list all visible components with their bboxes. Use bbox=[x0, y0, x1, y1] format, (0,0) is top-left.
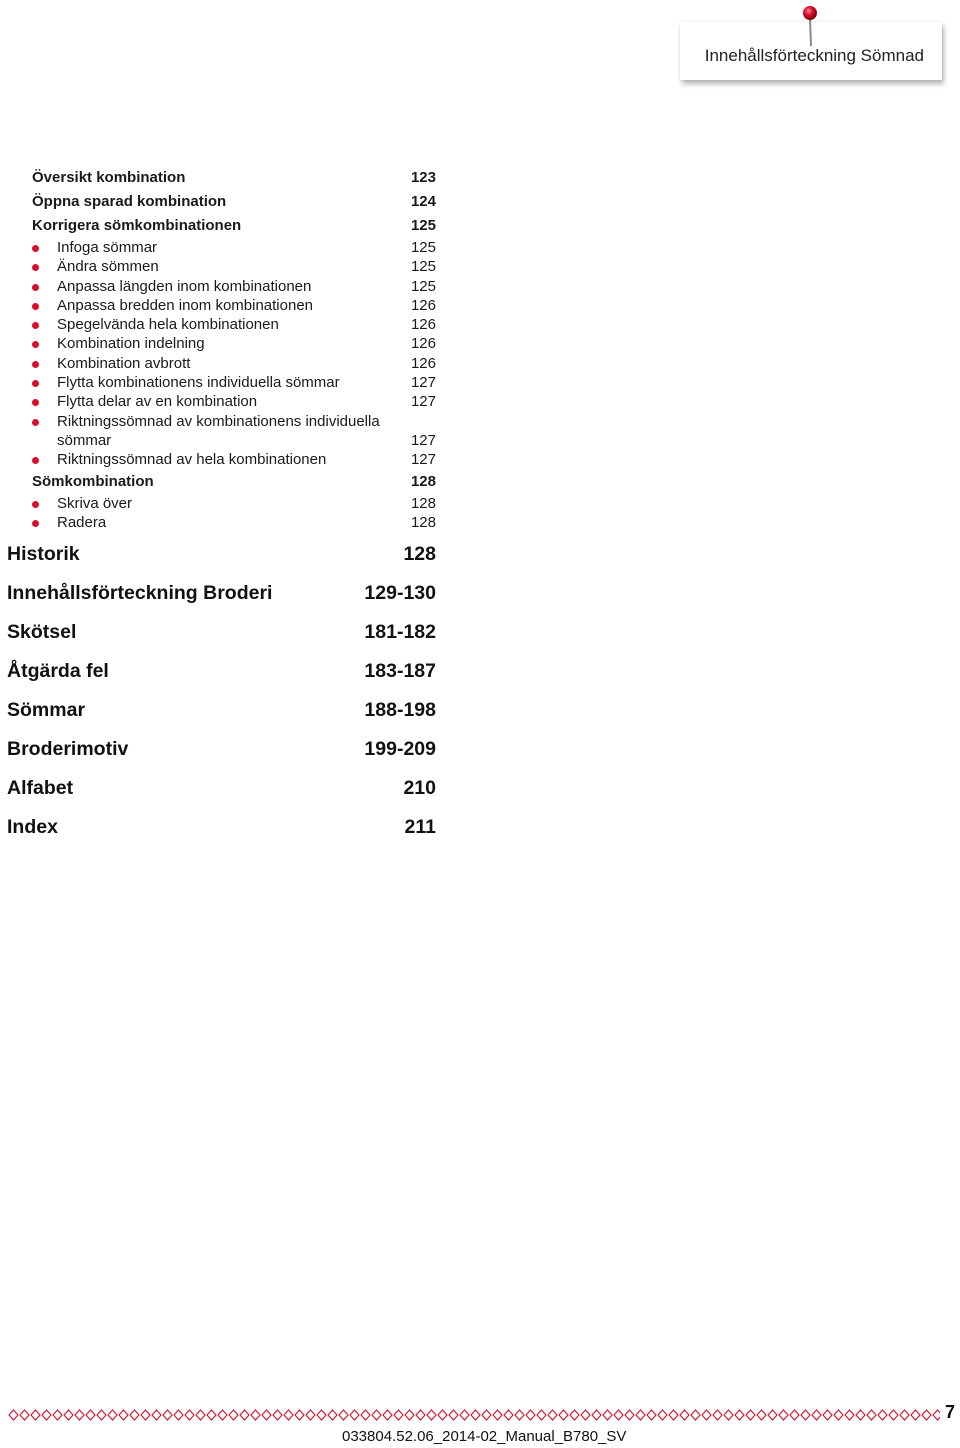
toc-item-continuation[interactable] bbox=[32, 431, 436, 450]
toc-page: 126 bbox=[410, 354, 436, 372]
toc-item[interactable] bbox=[32, 277, 436, 296]
toc-page: 123 bbox=[410, 169, 436, 186]
toc-label: Infoga sömmar bbox=[57, 239, 158, 256]
toc-main-page: 210 bbox=[403, 777, 436, 799]
toc-main-label: Åtgärda fel bbox=[7, 660, 109, 682]
toc-main-label: Innehållsförteckning Broderi bbox=[7, 582, 273, 604]
toc-main-list bbox=[7, 540, 436, 852]
bullet-icon bbox=[32, 380, 39, 387]
footer-diamond-border bbox=[8, 1407, 940, 1423]
bullet-icon bbox=[32, 322, 39, 329]
toc-page: 128 bbox=[410, 494, 436, 512]
bullet-icon bbox=[32, 264, 39, 271]
toc-item[interactable] bbox=[32, 334, 436, 353]
toc-page: 125 bbox=[410, 239, 436, 256]
toc-page: 127 bbox=[410, 431, 436, 449]
toc-main-item[interactable] bbox=[7, 813, 436, 852]
toc-item[interactable] bbox=[32, 238, 436, 257]
toc-main-page: 181-182 bbox=[364, 621, 436, 643]
toc-page: 128 bbox=[410, 472, 436, 490]
toc-page: 125 bbox=[410, 217, 436, 234]
toc-item[interactable] bbox=[32, 494, 436, 513]
toc-page: 125 bbox=[410, 277, 436, 295]
bullet-icon bbox=[32, 245, 39, 252]
toc-item[interactable] bbox=[32, 315, 436, 334]
toc-label: sömmar bbox=[57, 431, 112, 449]
toc-main-label: Index bbox=[7, 816, 58, 838]
toc-item[interactable] bbox=[32, 257, 436, 276]
toc-heading[interactable] bbox=[32, 190, 436, 214]
bullet-icon bbox=[32, 399, 39, 406]
toc-main-page: 183-187 bbox=[364, 660, 436, 682]
toc-label: Riktningssömnad av kombinationens individuella bbox=[57, 412, 380, 430]
toc-main-page: 211 bbox=[404, 816, 436, 838]
toc-page: 126 bbox=[410, 316, 436, 334]
toc-main-label: Broderimotiv bbox=[7, 738, 129, 760]
toc-label: Flytta kombinationens individuella sömmar bbox=[57, 374, 340, 392]
bullet-icon bbox=[32, 501, 39, 508]
toc-page: 127 bbox=[410, 374, 436, 392]
toc-main-label: Historik bbox=[7, 543, 80, 565]
toc-main-item[interactable] bbox=[7, 579, 436, 618]
toc-label: Spegelvända hela kombinationen bbox=[57, 316, 279, 334]
toc-page: 125 bbox=[410, 258, 436, 276]
toc-item[interactable] bbox=[32, 373, 436, 392]
toc-label: Sömkombination bbox=[32, 472, 154, 490]
bullet-icon bbox=[32, 284, 39, 291]
toc-item[interactable] bbox=[32, 412, 436, 431]
toc-main-page: 199-209 bbox=[364, 738, 436, 760]
toc-label: Översikt kombination bbox=[32, 169, 186, 186]
header-title: Innehållsförteckning Sömnad bbox=[704, 46, 924, 65]
toc-heading[interactable] bbox=[32, 470, 436, 494]
bullet-icon bbox=[32, 419, 39, 426]
toc-heading[interactable] bbox=[32, 214, 436, 238]
toc-main-label: Skötsel bbox=[7, 621, 77, 643]
bullet-icon bbox=[32, 341, 39, 348]
toc-main-item[interactable] bbox=[7, 696, 436, 735]
toc-page: 127 bbox=[410, 393, 436, 411]
toc-main-page: 129-130 bbox=[364, 582, 436, 604]
bullet-icon bbox=[32, 457, 39, 464]
bullet-icon bbox=[32, 520, 39, 527]
toc-page: 124 bbox=[410, 193, 436, 210]
toc-label: Anpassa längden inom kombinationen bbox=[57, 277, 312, 295]
toc-page: 128 bbox=[410, 513, 436, 531]
toc-main-item[interactable] bbox=[7, 774, 436, 813]
toc-label: Riktningssömnad av hela kombinationen bbox=[57, 451, 327, 469]
toc-main-item[interactable] bbox=[7, 657, 436, 696]
toc-main-label: Alfabet bbox=[7, 777, 74, 799]
toc-main-page: 188-198 bbox=[364, 699, 436, 721]
toc-label: Kombination indelning bbox=[57, 335, 205, 353]
toc-item[interactable] bbox=[32, 513, 436, 532]
toc-main-item[interactable] bbox=[7, 618, 436, 657]
toc-label: Skriva över bbox=[57, 494, 133, 512]
toc-item[interactable] bbox=[32, 354, 436, 373]
toc-label: Anpassa bredden inom kombinationen bbox=[57, 296, 314, 314]
toc-label: Flytta delar av en kombination bbox=[57, 393, 258, 411]
toc-label: Öppna sparad kombination bbox=[32, 193, 227, 210]
document-code: 033804.52.06_2014-02_Manual_B780_SV bbox=[342, 1428, 627, 1445]
pushpin-icon bbox=[798, 4, 822, 48]
toc-item[interactable] bbox=[32, 392, 436, 411]
toc-page: 126 bbox=[410, 335, 436, 353]
toc-label: Ändra sömmen bbox=[57, 258, 159, 276]
toc-page: 126 bbox=[410, 296, 436, 314]
toc-label: Radera bbox=[57, 513, 107, 531]
toc-main-item[interactable] bbox=[7, 540, 436, 579]
toc-sub-list bbox=[32, 166, 436, 532]
toc-item[interactable] bbox=[32, 296, 436, 315]
toc-heading[interactable] bbox=[32, 166, 436, 190]
toc-main-page: 128 bbox=[403, 543, 436, 565]
toc-label: Kombination avbrott bbox=[57, 354, 191, 372]
toc-label: Korrigera sömkombinationen bbox=[32, 217, 242, 234]
toc-item[interactable] bbox=[32, 450, 436, 469]
toc-main-label: Sömmar bbox=[7, 699, 86, 721]
toc-page: 127 bbox=[410, 451, 436, 469]
bullet-icon bbox=[32, 361, 39, 368]
toc-main-item[interactable] bbox=[7, 735, 436, 774]
bullet-icon bbox=[32, 303, 39, 310]
page-number: 7 bbox=[945, 1402, 956, 1422]
